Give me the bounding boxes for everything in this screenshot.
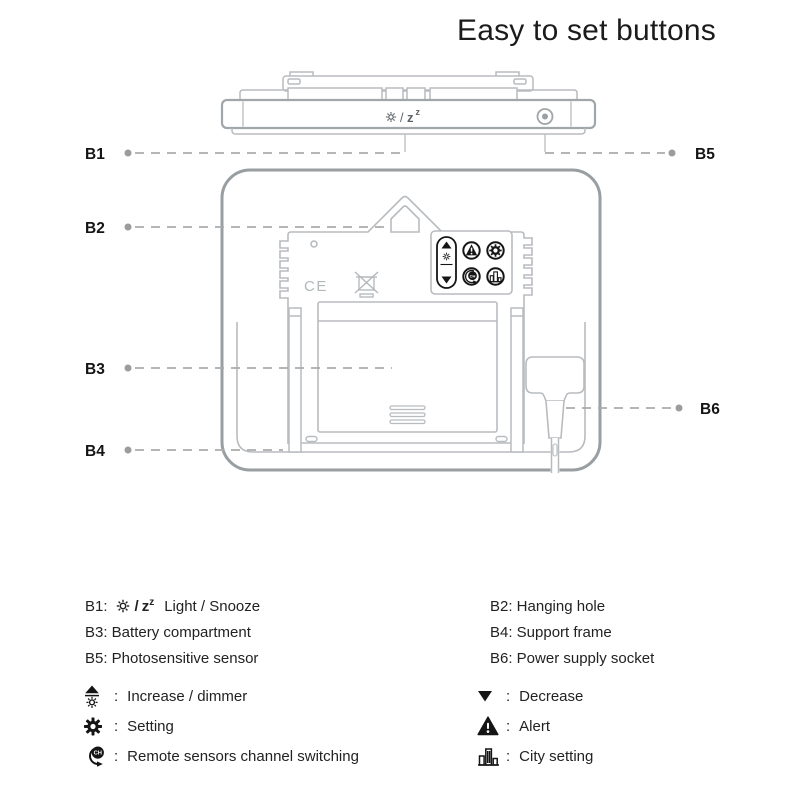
legend-item-b6: B6: Power supply socket [490, 649, 655, 667]
svg-text:CH: CH [93, 750, 102, 757]
city-button [487, 268, 503, 284]
setting-icon [82, 715, 110, 738]
legend-setting-label: Setting [127, 717, 174, 735]
legend-item-increase: : Increase / dimmer [82, 681, 359, 711]
increase-decrease-rocker [437, 237, 456, 288]
legend-item-city: : City setting [477, 741, 593, 771]
snooze-icon: $z^z$ [141, 597, 155, 615]
legend-item-b4: B4: Support frame [490, 623, 612, 641]
legend-item-b3: B3: Battery compartment [85, 623, 251, 641]
callout-label-b4: B4 [85, 443, 105, 460]
alert-icon [477, 716, 502, 736]
legend-city-label: City setting [519, 747, 594, 765]
battery-compartment [318, 302, 497, 432]
legend-item-channel: CH : Remote sensors channel switching [82, 741, 359, 771]
legend-item-alert: : Alert [477, 711, 593, 741]
photosensitive-sensor [538, 109, 553, 124]
legend-b1-label: Light / Snooze [164, 597, 261, 615]
legend-increase-label: Increase / dimmer [127, 687, 248, 705]
legend-channel-label: Remote sensors channel switching [127, 747, 359, 765]
callout-label-b5: B5 [695, 146, 715, 163]
callout-label-b1: B1 [85, 146, 105, 163]
alert-button [463, 242, 479, 258]
button-legend-right [490, 593, 654, 671]
top-view-rear-bar [240, 72, 577, 102]
plug-stem [546, 401, 564, 438]
legend-decrease-label: Decrease [519, 687, 584, 705]
channel-switch-icon [82, 745, 110, 768]
icon-legend-right [477, 681, 593, 771]
increase-dimmer-icon [82, 684, 110, 708]
setting-button [487, 242, 503, 258]
callout-label-b2: B2 [85, 220, 105, 237]
button-legend-left [85, 593, 260, 671]
callout-label-b6: B6 [700, 401, 720, 418]
legend-item-b1: B1: / $z^z$ Light / Snooze [85, 597, 261, 615]
ce-mark: CE [304, 278, 328, 295]
svg-text:CH: CH [469, 273, 476, 279]
legend-b1-id: B1: [85, 597, 108, 615]
icon-legend-left [82, 681, 359, 771]
city-setting-icon [477, 746, 502, 767]
legend-item-b5: B5: Photosensitive sensor [85, 649, 259, 667]
light-icon [114, 597, 132, 615]
device-back-view [222, 170, 600, 473]
light-snooze-label: / z z [400, 107, 420, 125]
channel-button [463, 268, 479, 284]
callout-label-b3: B3 [85, 361, 105, 378]
device-top-view [222, 72, 595, 152]
legend-item-decrease: : Decrease [477, 681, 593, 711]
page-title: Easy to set buttons [457, 14, 716, 47]
legend-alert-label: Alert [519, 717, 551, 735]
button-panel [431, 231, 512, 294]
legend-item-setting: : Setting [82, 711, 359, 741]
decrease-icon [477, 690, 502, 703]
legend-item-b2: B2: Hanging hole [490, 597, 606, 615]
